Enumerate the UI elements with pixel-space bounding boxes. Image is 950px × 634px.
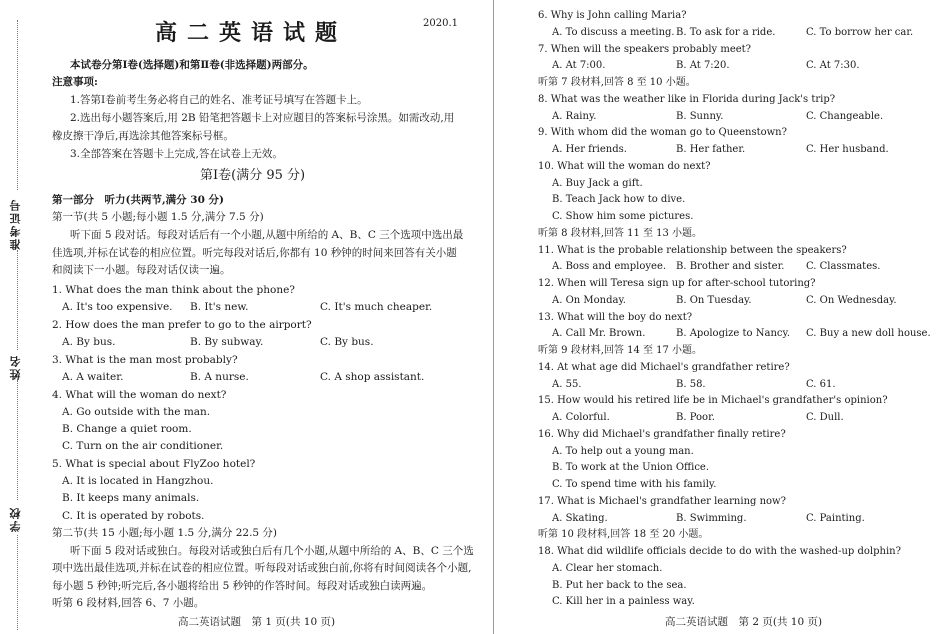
name-label: 姓名 [9,354,22,380]
answer-option: A. Clear her stomach. [552,562,663,574]
answer-option: A. Her friends. [552,144,627,155]
margin-dotted-line [17,535,18,630]
answer-option: C. Show him some pictures. [552,211,694,222]
section-description: 听下面 5 段对话或独白。每段对话或独白后有几个小题,从题中所给的 A、B、C 三个选 [70,544,474,557]
question: 6. Why is John calling Maria? [538,10,687,21]
margin-dotted-line [17,380,18,500]
exam-date: 2020.1 [423,18,458,29]
subsection-heading: 第一节(共 5 小题;每小题 1.5 分,满分 7.5 分) [52,211,264,223]
answer-option: A. To discuss a meeting. [552,26,675,38]
answer-option: A. It is located in Hangzhou. [62,475,214,488]
section-description: 听第 6 段材料,回答 6、7 小题。 [52,597,205,610]
answer-option: B. It keeps many animals. [62,492,200,505]
question: 17. What is Michael's grandfather learning now? [538,495,786,507]
answer-option: B. To ask for a ride. [676,26,776,38]
answer-option: B. It's new. [190,301,249,313]
answer-option: B. 58. [676,378,706,390]
answer-option: A. Colorful. [552,412,610,423]
question: 7. When will the speakers probably meet? [538,43,752,55]
question: 2. How does the man prefer to go to the airport? [52,318,312,331]
binding-margin [0,0,40,634]
right-page [500,0,950,634]
question: 9. With whom did the woman go to Queenstown? [538,127,787,139]
question: 12. When will Teresa sign up for after-school tutoring? [538,278,816,289]
section-description: 听下面 5 段对话。每段对话后有一个小题,从题中所给的 A、B、C 三个选项中选出最 [70,229,464,241]
answer-option: C. On Wednesday. [806,294,897,306]
answer-option: C. Her husband. [806,144,889,155]
answer-option: B. Brother and sister. [676,261,785,273]
question: 4. What will the woman do next? [52,388,227,401]
answer-option: A. To help out a young man. [552,445,694,457]
answer-option: A. Call Mr. Brown. [552,328,646,340]
note-line: 3.全部答案在答题卡上完成,答在试卷上无效。 [70,148,283,160]
section-description: 和阅读下一小题。每段对话仅读一遍。 [52,264,231,276]
question: 18. What did wildlife officials decide to do with the washed-up dolphin? [538,546,901,557]
section-title: 第Ⅰ卷(满分 95 分) [200,168,306,183]
question: 15. How would his retired life be in Michael's grandfather's opinion? [538,395,888,407]
answer-option: A. It's too expensive. [62,301,173,313]
school-label: 学校 [9,506,22,532]
answer-option: B. Swimming. [676,512,747,524]
answer-option: B. To work at the Union Office. [552,462,710,474]
answer-option: B. At 7:20. [676,60,730,72]
answer-option: B. Put her back to the sea. [552,579,687,591]
margin-dotted-line [17,250,18,350]
paper-intro: 本试卷分第Ⅰ卷(选择题)和第Ⅱ卷(非选择题)两部分。 [70,59,314,71]
answer-option: C. To spend time with his family. [552,479,717,490]
answer-option: C. Painting. [806,512,865,524]
answer-option: A. A waiter. [62,371,124,383]
question: 5. What is special about FlyZoo hotel? [52,457,256,470]
subsection-heading: 第二节(共 15 小题;每小题 1.5 分,满分 22.5 分) [52,526,278,539]
answer-option: C. It's much cheaper. [320,301,433,313]
note-line: 2.选出每小题答案后,用 2B 铅笔把答题卡上对应题目的答案标号涂黑。如需改动,用 [70,112,455,124]
answer-option: C. A shop assistant. [320,371,425,383]
answer-option: A. Buy Jack a gift. [552,177,643,189]
answer-option: A. At 7:00. [552,60,606,72]
answer-option: A. On Monday. [552,294,626,306]
question: 3. What is the man most probably? [52,353,238,366]
section-description: 项中选出最佳选项,并标在试卷的相应位置。听每段对话或独白前,你将有时间阅读各个小题, [52,562,472,575]
answer-option: B. Her father. [676,144,746,155]
exam-id-label: 准考证号 [9,198,22,250]
answer-option: C. At 7:30. [806,60,860,72]
answer-option: B. Poor. [676,412,715,423]
answer-option: C. 61. [806,378,836,390]
margin-dotted-line [17,20,18,190]
material-heading: 听第 8 段材料,回答 11 至 13 小题。 [538,227,703,239]
answer-option: C. Kill her in a painless way. [552,596,695,608]
answer-option: A. 55. [552,378,582,390]
material-heading: 听第 10 段材料,回答 18 至 20 小题。 [538,529,709,541]
answer-option: C. It is operated by robots. [62,509,205,522]
answer-option: C. To borrow her car. [806,26,914,38]
question: 14. At what age did Michael's grandfather retire? [538,361,790,373]
answer-option: A. Skating. [552,512,608,524]
answer-option: C. By bus. [320,336,374,348]
material-heading: 听第 9 段材料,回答 14 至 17 小题。 [538,345,703,356]
question: 1. What does the man think about the phone? [52,283,295,296]
answer-option: B. A nurse. [190,371,249,383]
page-footer: 高二英语试题 第 2 页(共 10 页) [665,616,823,628]
answer-option: A. Rainy. [552,110,597,122]
answer-option: B. On Tuesday. [676,294,752,306]
answer-option: C. Turn on the air conditioner. [62,440,224,453]
note-line: 橡皮擦干净后,再选涂其他答案标号框。 [52,130,234,142]
question: 10. What will the woman do next? [538,160,711,172]
question: 13. What will the boy do next? [538,311,693,323]
answer-option: B. Teach Jack how to dive. [552,194,686,206]
answer-option: C. Buy a new doll house. [806,328,931,340]
answer-option: C. Classmates. [806,261,881,273]
answer-option: A. Go outside with the man. [62,406,211,418]
note-line: 1.答第Ⅰ卷前考生务必将自己的姓名、准考证号填写在答题卡上。 [70,94,368,106]
question: 11. What is the probable relationship between the speakers? [538,244,847,256]
notes-heading: 注意事项: [52,76,98,88]
answer-option: C. Changeable. [806,110,884,122]
section-description: 佳选项,并标在试卷的相应位置。听完每段对话后,你都有 10 秒钟的时间来回答有关小题 [52,246,457,259]
answer-option: C. Dull. [806,412,844,423]
part-heading: 第一部分 听力(共两节,满分 30 分) [52,194,225,206]
page-divider [493,0,494,634]
exam-title: 高二英语试题 [155,20,348,46]
section-description: 每小题 5 秒钟;听完后,各小题将给出 5 秒钟的作答时间。每段对话或独白读两遍。 [52,579,433,592]
question: 8. What was the weather like in Florida during Jack's trip? [538,93,836,105]
answer-option: B. Change a quiet room. [62,423,192,436]
page-footer: 高二英语试题 第 1 页(共 10 页) [178,616,336,628]
answer-option: A. By bus. [62,336,116,348]
answer-option: B. Sunny. [676,110,724,122]
answer-option: B. By subway. [190,336,264,348]
question: 16. Why did Michael's grandfather finally retire? [538,428,786,440]
material-heading: 听第 7 段材料,回答 8 至 10 小题。 [538,77,696,88]
answer-option: B. Apologize to Nancy. [676,328,791,340]
answer-option: A. Boss and employee. [552,261,667,273]
